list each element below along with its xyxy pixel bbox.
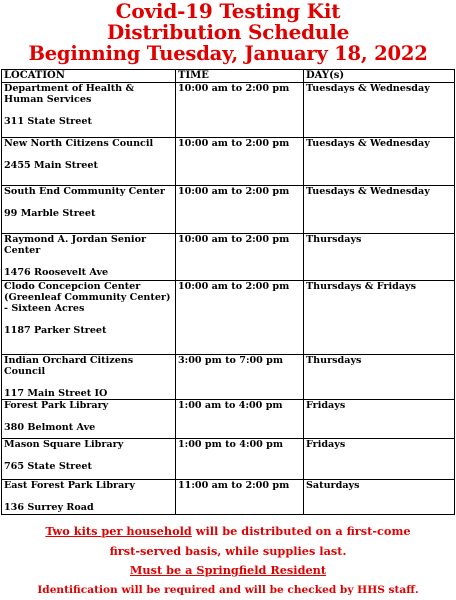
location-cell bbox=[2, 439, 176, 480]
location-name: East Forest Park Library bbox=[4, 480, 135, 491]
days-cell: Tuesdays & Wednesday bbox=[304, 138, 455, 186]
location-name: Raymond A. Jordan Senior Center bbox=[4, 234, 147, 256]
days-cell: Tuesdays & Wednesday bbox=[304, 186, 455, 234]
time-cell: 1:00 am to 4:00 pm bbox=[176, 400, 304, 439]
time-cell: 10:00 am to 2:00 pm bbox=[176, 138, 304, 186]
days-cell: Tuesdays & Wednesday bbox=[304, 83, 455, 138]
table-row bbox=[2, 138, 455, 186]
location-cell bbox=[2, 480, 176, 515]
days-cell: Fridays bbox=[304, 400, 455, 439]
location-name: South End Community Center bbox=[4, 186, 165, 197]
days-cell: Saturdays bbox=[304, 480, 455, 515]
location-cell bbox=[2, 400, 176, 439]
location-address: 136 Surrey Road bbox=[4, 502, 94, 513]
location-address: 380 Belmont Ave bbox=[4, 422, 96, 433]
location-name: Department of Health & Human Services bbox=[4, 83, 135, 105]
time-cell: 3:00 pm to 7:00 pm bbox=[176, 355, 304, 400]
location-address: 2455 Main Street bbox=[4, 160, 98, 171]
column-header-days: DAY(s) bbox=[304, 70, 455, 83]
location-address: 1476 Roosevelt Ave bbox=[4, 267, 109, 278]
footer-line-2: first-served basis, while supplies last. bbox=[109, 543, 347, 558]
location-cell bbox=[2, 138, 176, 186]
days-cell: Thursdays & Fridays bbox=[304, 281, 455, 355]
footer-notice bbox=[0, 522, 456, 600]
title-line-1: Covid-19 Testing Kit bbox=[115, 0, 341, 23]
title-line-3: Beginning Tuesday, January 18, 2022 bbox=[28, 42, 428, 65]
title-line-2: Distribution Schedule bbox=[106, 20, 350, 44]
days-cell: Thursdays bbox=[304, 234, 455, 281]
location-name: Mason Square Library bbox=[4, 439, 124, 450]
footer-line-1 bbox=[0, 522, 456, 542]
table-row bbox=[2, 83, 455, 138]
time-cell: 10:00 am to 2:00 pm bbox=[176, 234, 304, 281]
time-cell: 10:00 am to 2:00 pm bbox=[176, 83, 304, 138]
table-row bbox=[2, 234, 455, 281]
time-cell: 10:00 am to 2:00 pm bbox=[176, 281, 304, 355]
location-cell bbox=[2, 355, 176, 400]
time-cell: 1:00 pm to 4:00 pm bbox=[176, 439, 304, 480]
table-row bbox=[2, 480, 455, 515]
table-row bbox=[2, 186, 455, 234]
location-address: 1187 Parker Street bbox=[4, 325, 107, 336]
location-name: New North Citizens Council bbox=[4, 138, 154, 149]
column-header-location: LOCATION bbox=[2, 70, 176, 83]
table-row bbox=[2, 281, 455, 355]
time-cell: 11:00 am to 2:00 pm bbox=[176, 480, 304, 515]
location-address: 765 State Street bbox=[4, 461, 92, 472]
location-address: 117 Main Street IO bbox=[4, 388, 108, 399]
location-name: Clodo Concepcion Center (Greenleaf Community Center) - Sixteen Acres bbox=[4, 281, 171, 314]
location-cell bbox=[2, 281, 176, 355]
location-name: Forest Park Library bbox=[4, 400, 109, 411]
schedule-table bbox=[1, 69, 455, 515]
days-cell: Fridays bbox=[304, 439, 455, 480]
location-cell bbox=[2, 186, 176, 234]
days-cell: Thursdays bbox=[304, 355, 455, 400]
location-address: 99 Marble Street bbox=[4, 208, 96, 219]
location-cell bbox=[2, 83, 176, 138]
time-cell: 10:00 am to 2:00 pm bbox=[176, 186, 304, 234]
footer-line-1-rest: will be distributed on a first-come bbox=[191, 524, 411, 538]
location-address: 311 State Street bbox=[4, 116, 92, 127]
page-header bbox=[0, 1, 456, 64]
table-row bbox=[2, 355, 455, 400]
table-header-row bbox=[2, 70, 455, 83]
column-header-time: TIME bbox=[176, 70, 304, 83]
table-row bbox=[2, 400, 455, 439]
residency-requirement: Must be a Springfield Resident bbox=[129, 563, 327, 577]
identification-notice: Identification will be required and will be checked by HHS staff. bbox=[37, 583, 419, 596]
location-name: Indian Orchard Citizens Council bbox=[4, 355, 134, 377]
location-cell bbox=[2, 234, 176, 281]
table-row bbox=[2, 439, 455, 480]
kits-per-household: Two kits per household bbox=[45, 524, 192, 538]
